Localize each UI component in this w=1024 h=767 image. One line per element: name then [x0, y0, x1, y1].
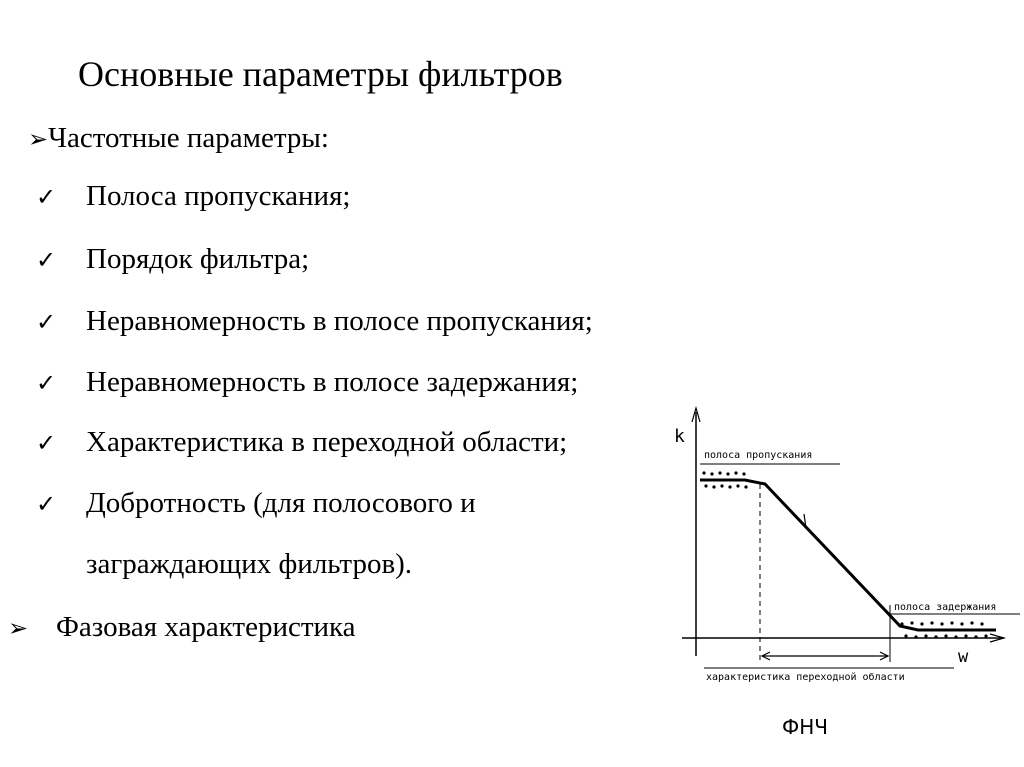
list-item-q-factor-continuation: заграждающих фильтров). [86, 548, 413, 580]
list-item-label: Неравномерность в полосе пропускания; [86, 305, 593, 337]
list-item-label: Полоса пропускания; [86, 180, 351, 212]
arrow-bullet-icon: ➢ [8, 616, 29, 642]
list-item-transition [36, 424, 567, 462]
check-icon: ✓ [36, 371, 57, 397]
list-item-order [36, 241, 309, 279]
list-item-q-factor [36, 485, 476, 523]
page-title: Основные параметры фильтров [78, 54, 563, 94]
list-item-label: Порядок фильтра; [86, 243, 310, 275]
x-axis-label: w [958, 647, 969, 667]
list-item-label: Характеристика в переходной области; [86, 426, 568, 458]
stopband-label: полоса задержания [894, 602, 997, 613]
list-item-stopband-ripple [36, 364, 578, 402]
transition-range-arrow [762, 652, 888, 660]
section-frequency-params [28, 120, 329, 158]
transition-label: характеристика переходной области [706, 672, 905, 683]
list-item-passband-ripple [36, 303, 593, 341]
arrow-bullet-icon: ➢ [28, 127, 49, 153]
section-frequency-params-label: Частотные параметры: [48, 122, 329, 154]
check-icon: ✓ [36, 185, 57, 211]
y-axis-label: k [674, 426, 685, 447]
list-item-passband [36, 178, 350, 216]
section-phase-response-label: Фазовая характеристика [56, 611, 356, 643]
check-icon: ✓ [36, 492, 57, 518]
list-item-label: Добротность (для полосового и [86, 487, 476, 519]
lowpass-filter-diagram [660, 400, 1024, 760]
list-item-label: Неравномерность в полосе задержания; [86, 366, 579, 398]
section-phase-response [8, 609, 356, 647]
check-icon: ✓ [36, 248, 57, 274]
check-icon: ✓ [36, 310, 57, 336]
check-icon: ✓ [36, 431, 57, 457]
diagram-caption: ФНЧ [782, 715, 828, 739]
passband-label: полоса пропускания [704, 450, 813, 461]
